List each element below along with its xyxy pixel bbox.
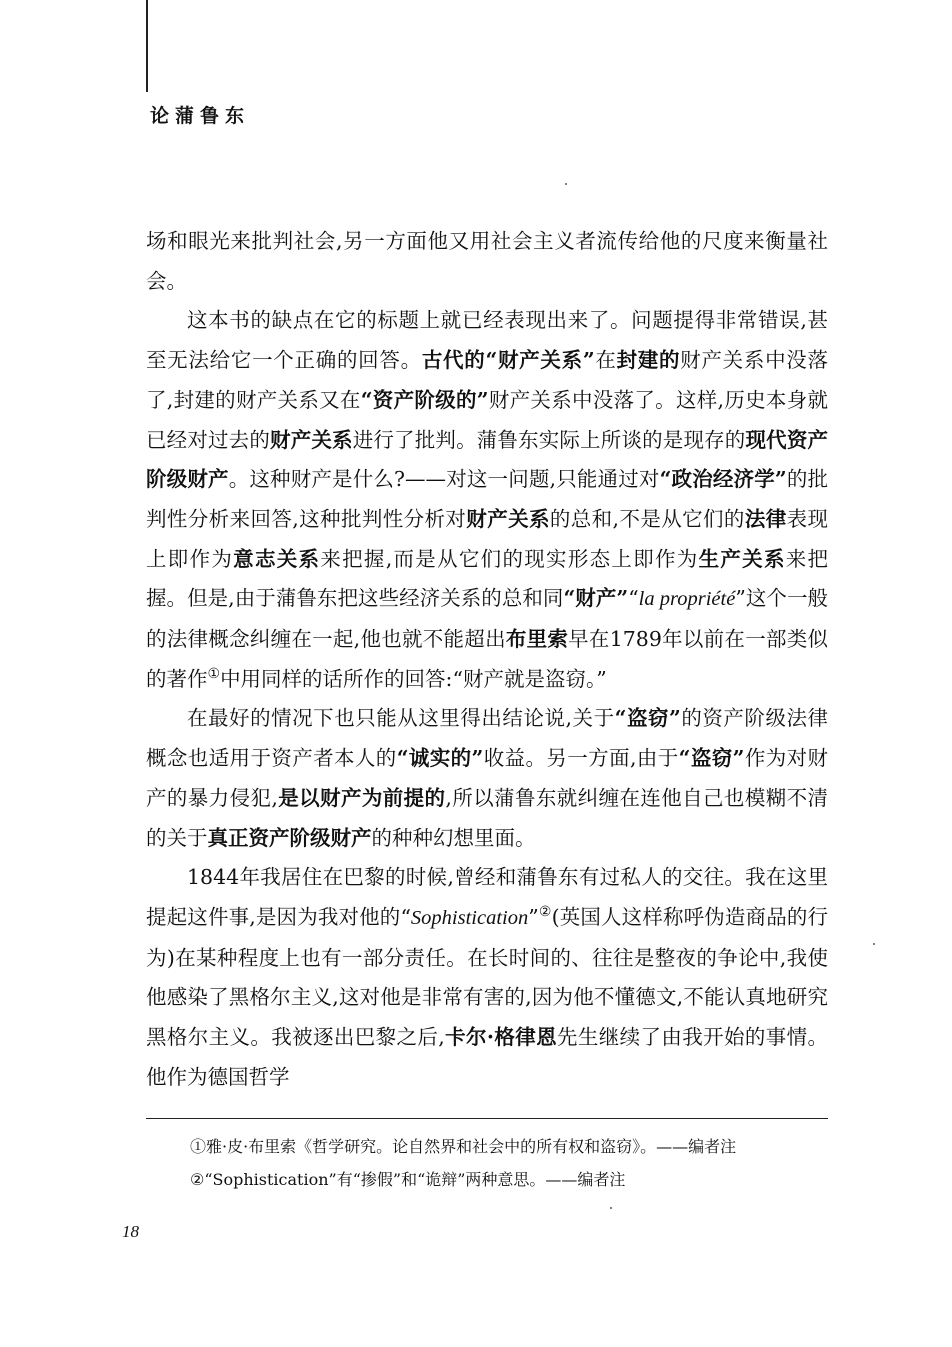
text-run: 先生继续了由我开始的事情。他作为德国哲学	[146, 1025, 829, 1089]
emphasis-text: “政治经济学”	[659, 467, 787, 492]
text-run: 的批判性分析来回答,这种批判性分析对	[146, 467, 829, 531]
emphasis-text: 意志关系	[233, 546, 321, 571]
text-run: 财产关系中没落了。这样,历史本身就已经对过去的	[146, 387, 828, 452]
text-run: 作为对财产的暴力侵犯,	[146, 746, 828, 810]
left-margin-rule	[146, 0, 148, 92]
emphasis-text: 财产关系	[466, 506, 550, 531]
running-head: 论蒲鲁东	[150, 105, 251, 127]
emphasis-text: 法律	[744, 506, 787, 531]
text-run: 表现上即作为	[146, 506, 829, 571]
emphasis-text: 封建的	[616, 348, 681, 373]
footnote-marker: ①	[207, 665, 221, 682]
text-run: 进行了批判。蒲鲁东实际上所谈的是现存的	[352, 427, 746, 452]
text-run: 的种种幻想里面。	[371, 825, 536, 850]
scan-speck	[873, 943, 875, 945]
scan-speck	[565, 183, 567, 185]
emphasis-text: 是以财产为前提的	[277, 785, 446, 810]
text-run: 的总和,不是从它们的	[549, 506, 745, 531]
text-run: 在	[594, 348, 617, 373]
emphasis-text: “盗窃”	[678, 746, 745, 771]
text-run: ”	[528, 904, 539, 929]
paragraph	[146, 858, 828, 1097]
emphasis-text: 布里索	[505, 627, 569, 652]
text-run: (英国人这样称呼伪造商品的行为)在某种程度上也有一部分责任。在长时间的、往往是整夜的争论中,我使他感染了黑格尔主义,这对他是非常有害的,因为他不懂德文,不能认真地研究黑格尔主义。我被逐出巴黎之后,	[146, 904, 828, 1050]
text-run: 财产关系中没落了,封建的财产关系又在	[146, 348, 829, 412]
footnote-divider	[146, 1118, 828, 1119]
emphasis-text: 财产关系	[270, 427, 353, 452]
footnote-1: ①雅·皮·布里索《哲学研究。论自然界和社会中的所有权和盗窃》。——编者注	[190, 1137, 737, 1156]
emphasis-text: “资产阶级的”	[360, 387, 489, 412]
text-run: “	[628, 586, 639, 611]
emphasis-text: 真正资产阶级财产	[207, 825, 372, 850]
scan-speck	[610, 1207, 612, 1209]
text-run: 场和眼光来批判社会,另一方面他又用社会主义者流传给他的尺度来衡量社会。	[146, 229, 828, 293]
footnotes	[190, 1130, 830, 1196]
emphasis-text: 生产关系	[698, 546, 786, 571]
footnote-marker: ②	[538, 904, 552, 921]
text-run: 早在1789年以前在一部类似的著作	[146, 627, 829, 691]
emphasis-text: “诚实的”	[396, 746, 484, 771]
text-run: 。这种财产是什么?——对这一问题,只能通过对	[228, 467, 660, 492]
paragraph	[146, 301, 828, 699]
text-run: 1844年我居住在巴黎的时候,曾经和蒲鲁东有过私人的交往。我在这里提起这件事,是因为我对他的“	[146, 865, 828, 929]
emphasis-text: “盗窃”	[614, 706, 681, 731]
footnote-2: ②“Sophistication”有“掺假”和“诡辩”两种意思。——编者注	[190, 1170, 626, 1189]
paragraph	[146, 699, 828, 858]
text-run: 中用同样的话所作的回答:“财产就是盗窃。”	[220, 666, 607, 691]
emphasis-text: 现代资产阶级财产	[146, 427, 828, 492]
text-run: ”这个一般的法律概念纠缠在一起,他也就不能超出	[146, 586, 828, 652]
page-number: 18	[122, 1222, 139, 1241]
paragraph	[146, 222, 828, 301]
foreign-term: la propriété	[638, 588, 736, 611]
text-run: 收益。另一方面,由于	[483, 746, 679, 771]
text-run: 来把握,而是从它们的现实形态上即作为	[320, 546, 699, 571]
text-run: 在最好的情况下也只能从这里得出结论说,关于	[187, 706, 615, 731]
emphasis-text: 古代的“财产关系”	[421, 348, 595, 373]
emphasis-text: 卡尔·格律恩	[444, 1025, 558, 1050]
text-run: ,所以蒲鲁东就纠缠在连他自己也模糊不清的关于	[146, 785, 829, 850]
text-run: 来把握。但是,由于蒲鲁东把这些经济关系的总和同	[146, 546, 829, 611]
emphasis-text: “财产”	[563, 586, 629, 611]
text-run: 这本书的缺点在它的标题上就已经表现出来了。问题提得非常错误,甚至无法给它一个正确的回答。	[146, 308, 828, 373]
body-text	[146, 222, 828, 1097]
text-run: 的资产阶级法律概念也适用于资产者本人的	[146, 706, 828, 771]
foreign-term: Sophistication	[410, 906, 529, 929]
